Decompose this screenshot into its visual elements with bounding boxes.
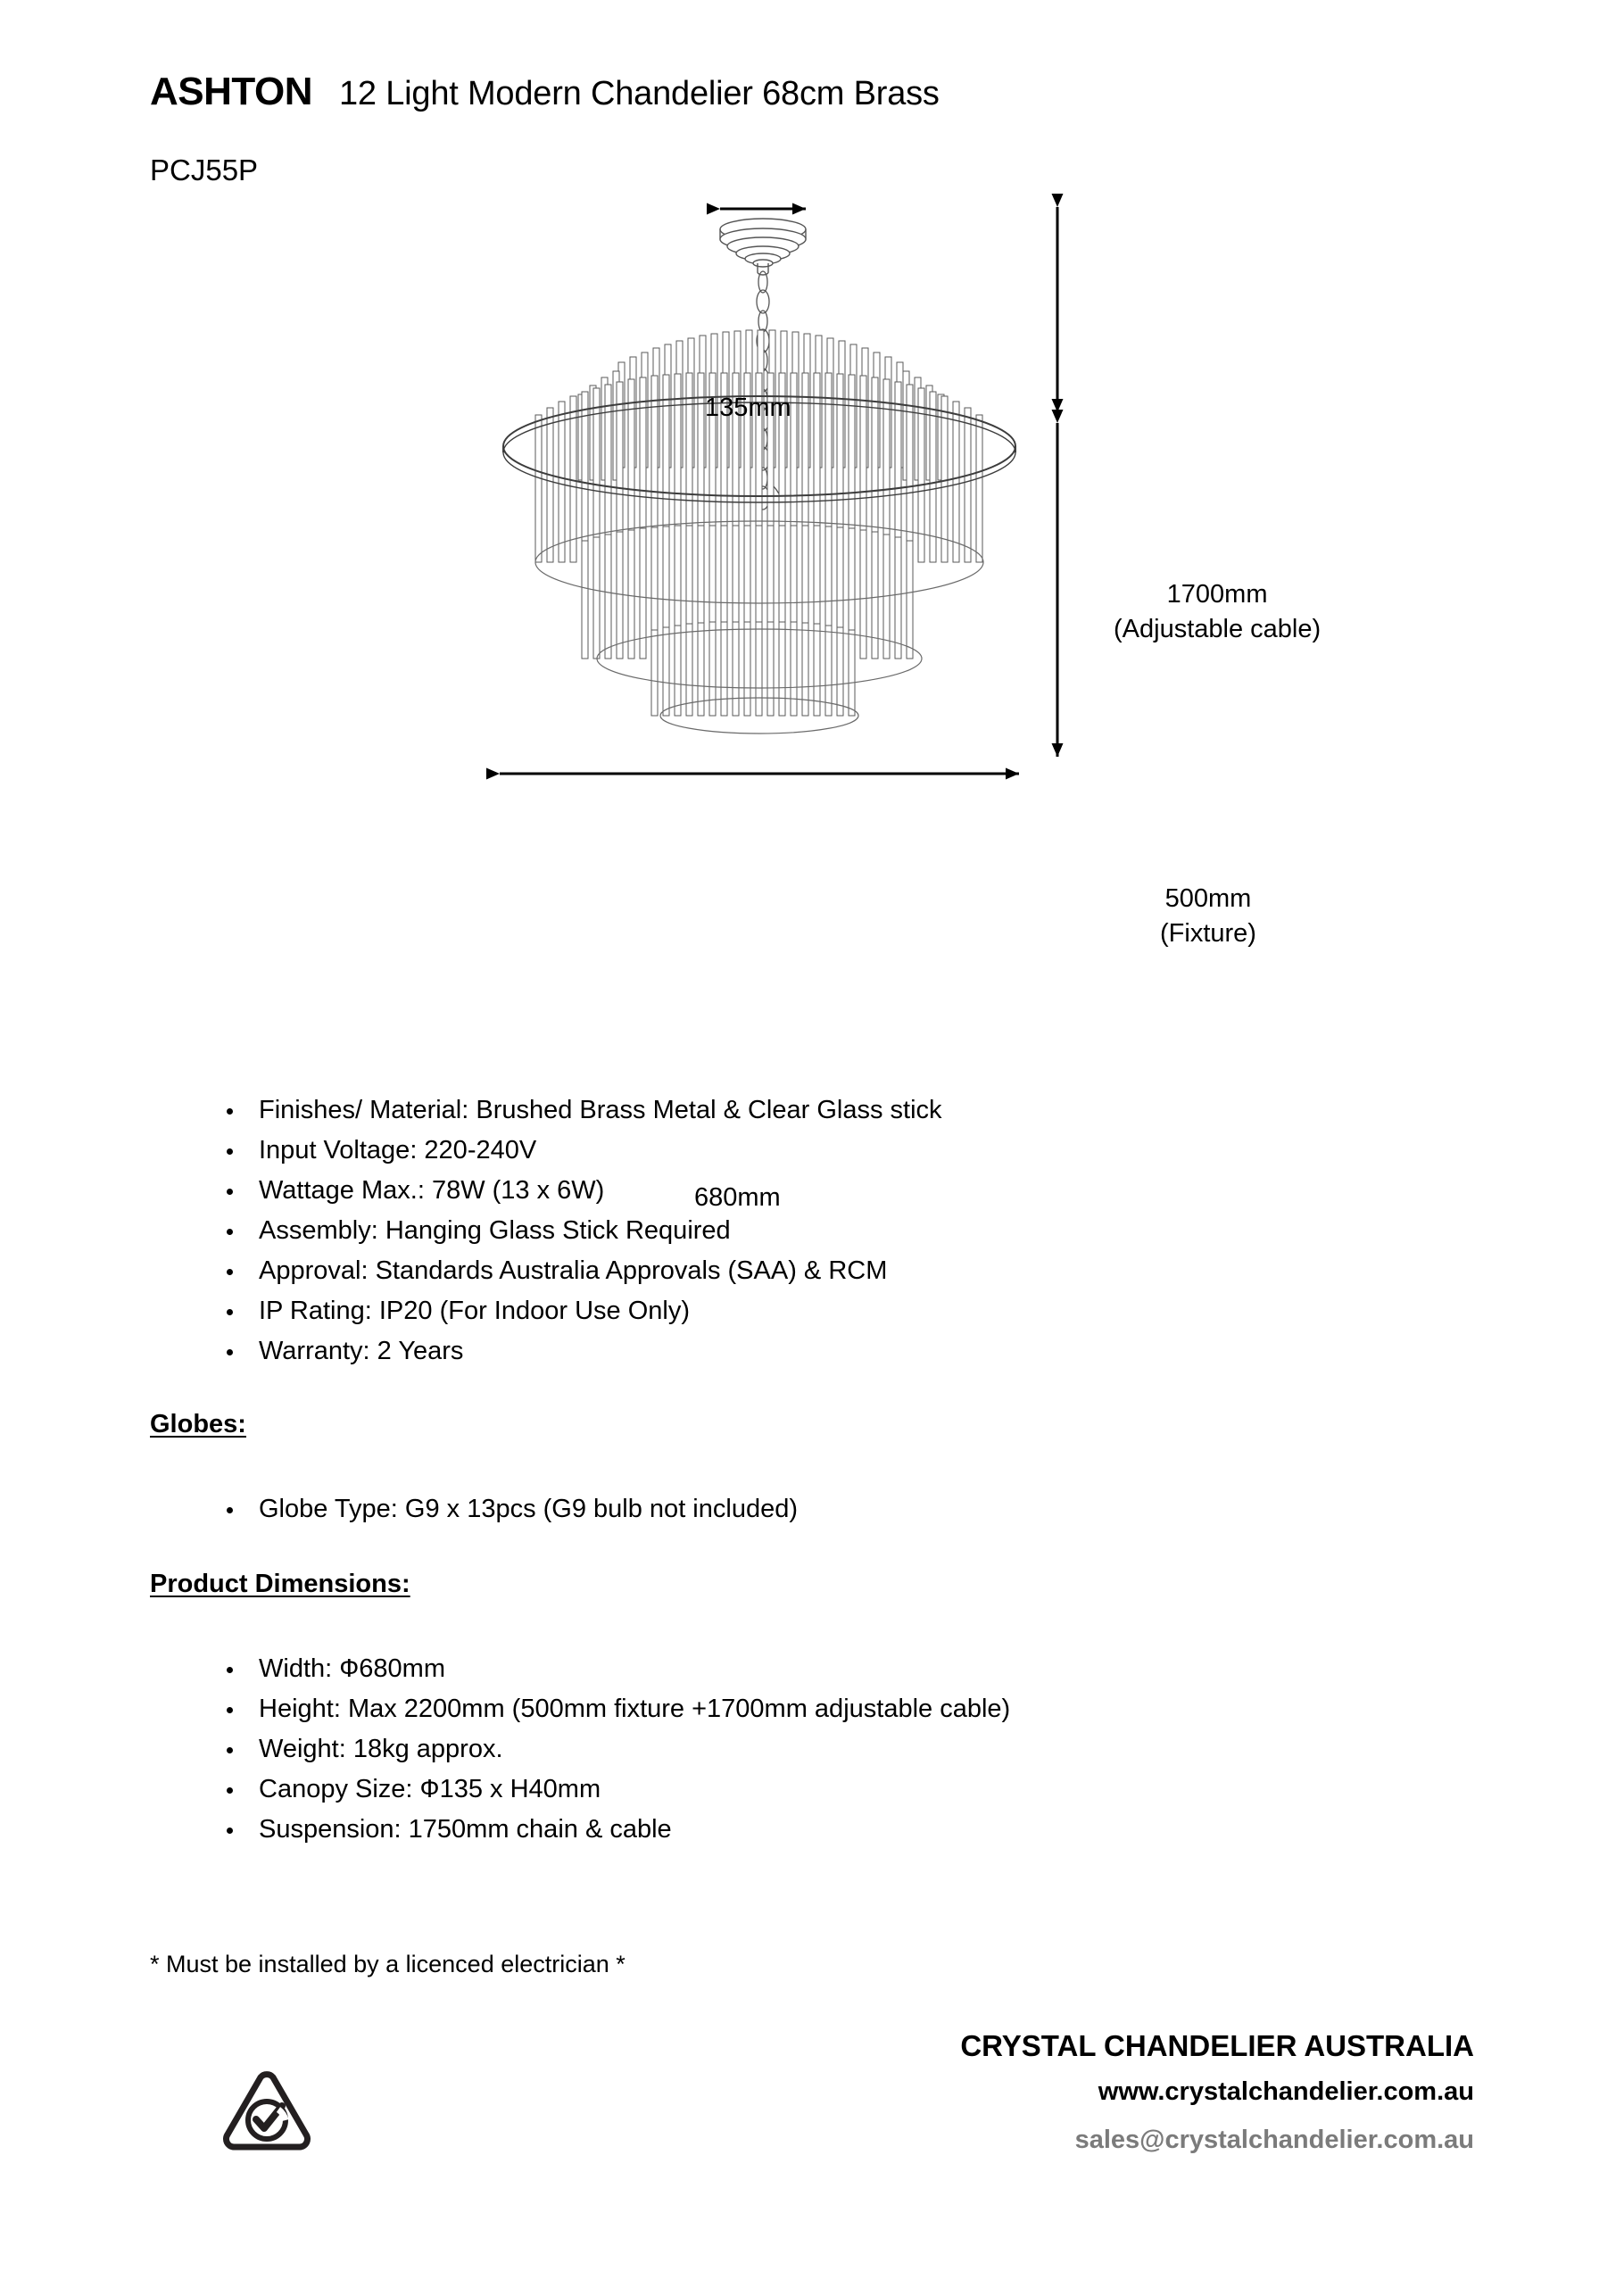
product-dimensions-heading: Product Dimensions:	[150, 1570, 410, 1598]
globes-list	[214, 1489, 798, 1529]
installation-footnote: * Must be installed by a licenced electrician *	[150, 1951, 626, 1977]
list-item: Weight: 18kg approx.	[214, 1729, 1010, 1770]
list-item: Assembly: Hanging Glass Stick Required	[214, 1211, 942, 1251]
overall-width-label: 680mm	[694, 1183, 781, 1212]
list-item: Warranty: 2 Years	[214, 1331, 942, 1372]
rcm-compliance-icon	[214, 2056, 319, 2161]
fixture-height-label	[1160, 882, 1256, 950]
footer-email[interactable]: sales@crystalchandelier.com.au	[1074, 2126, 1474, 2154]
list-item: Approval: Standards Australia Approvals (SAA) & RCM	[214, 1251, 942, 1291]
cable-length-label	[1114, 577, 1321, 646]
list-item: Canopy Size: Ф135 x H40mm	[214, 1770, 1010, 1810]
brand-name: ASHTON	[150, 70, 312, 113]
specification-list	[214, 1090, 942, 1372]
cable-length-value: 1700mm	[1166, 580, 1268, 609]
globes-heading: Globes:	[150, 1410, 246, 1438]
cable-length-note: (Adjustable cable)	[1114, 614, 1322, 643]
list-item: IP Rating: IP20 (For Indoor Use Only)	[214, 1291, 942, 1331]
fixture-height-note: (Fixture)	[1160, 918, 1256, 948]
canopy-icon	[720, 219, 806, 275]
list-item: Globe Type: G9 x 13pcs (G9 bulb not included)	[214, 1489, 798, 1529]
product-dimensions-list	[214, 1649, 1010, 1850]
fixture-height-value: 500mm	[1164, 884, 1252, 913]
list-item: Width: Ф680mm	[214, 1649, 1010, 1689]
list-item: Height: Max 2200mm (500mm fixture +1700mm adjustable cable)	[214, 1689, 1010, 1729]
footer-website[interactable]: www.crystalchandelier.com.au	[1098, 2077, 1474, 2106]
list-item: Suspension: 1750mm chain & cable	[214, 1810, 1010, 1850]
list-item: Finishes/ Material: Brushed Brass Metal & Clear Glass stick	[214, 1090, 942, 1131]
list-item: Wattage Max.: 78W (13 x 6W)	[214, 1171, 942, 1211]
product-code: PCJ55P	[150, 153, 259, 186]
product-title: 12 Light Modern Chandelier 68cm Brass	[338, 75, 940, 112]
list-item: Input Voltage: 220-240V	[214, 1131, 942, 1171]
footer-company-name: CRYSTAL CHANDELIER AUSTRALIA	[960, 2029, 1474, 2062]
canopy-width-label: 135mm	[705, 394, 791, 422]
page-title	[150, 70, 940, 114]
